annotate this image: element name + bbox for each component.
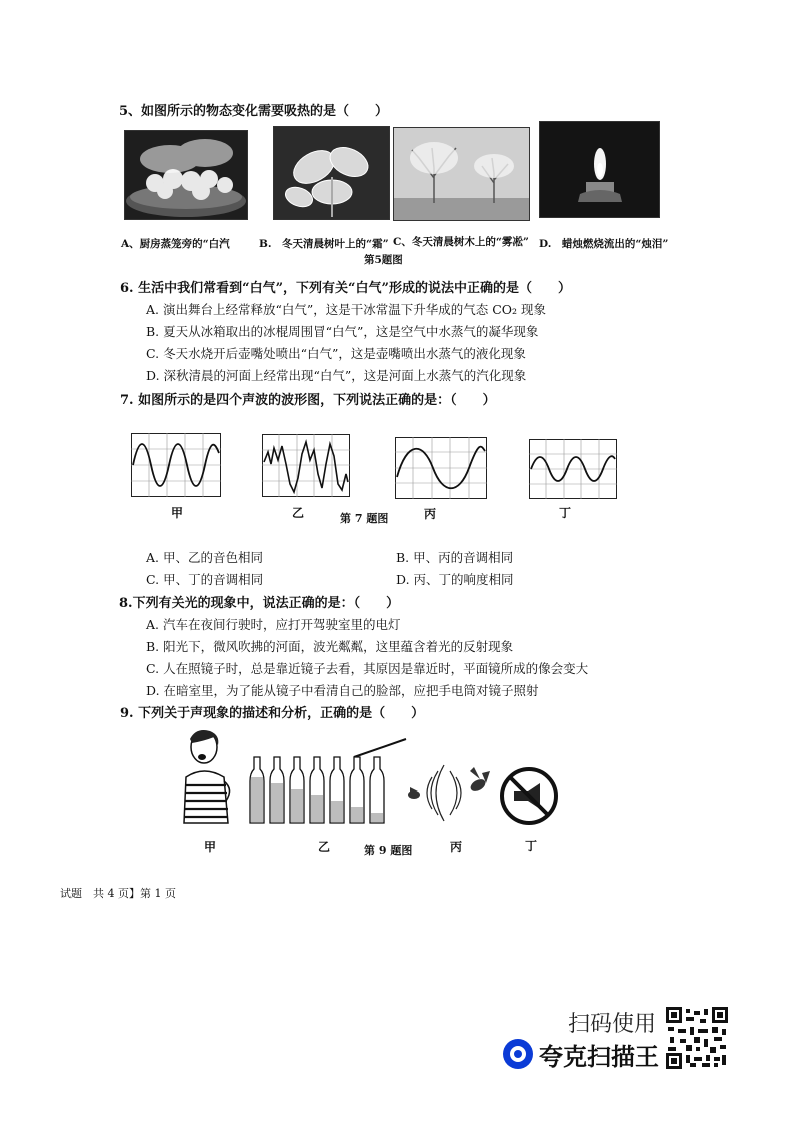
q9-figure-ding-no-horn-sign (498, 765, 560, 827)
scanner-brand: 夸克扫描王 (539, 1043, 659, 1071)
q7-waveform-ding (529, 439, 617, 499)
q6-question: 6. 生活中我们常看到“白气”，下列有关“白气”形成的说法中正确的是（ ） (120, 281, 572, 296)
quark-logo-icon (503, 1039, 533, 1069)
q9-figure-jia-singing-boy (176, 727, 238, 829)
q8-option-c: C. 人在照镜子时，总是靠近镜子去看，其原因是靠近时，平面镜所成的像会变大 (146, 661, 589, 676)
q6-option-a: A. 演出舞台上经常释放“白气”，这是干冰常温下升华成的气态 CO₂ 现象 (146, 302, 547, 317)
q9-label-ding: 丁 (525, 839, 538, 853)
q7-question: 7. 如图所示的是四个声波的波形图，下列说法正确的是：（ ） (120, 393, 496, 408)
scanner-slogan: 扫码使用 (568, 1012, 657, 1037)
q7-option-b: B. 甲、丙的音调相同 (396, 550, 514, 565)
q9-label-bing: 丙 (450, 840, 463, 854)
q7-label-bing: 丙 (424, 507, 437, 521)
q9-figure-caption: 第 9 题图 (364, 844, 413, 857)
q9-label-jia: 甲 (204, 840, 217, 854)
q6-option-b: B. 夏天从冰箱取出的冰棍周围冒“白气”，这是空气中水蒸气的凝华现象 (146, 324, 539, 339)
q5-caption-b: B. 冬天清晨树叶上的“霜” (259, 238, 389, 250)
q5-photo-c-rime-tree (393, 127, 530, 221)
q7-label-ding: 丁 (559, 506, 572, 520)
q8-question: 8.下列有关光的现象中，说法正确的是：（ ） (119, 596, 400, 611)
q5-photo-b-frost-leaf (273, 126, 390, 220)
q9-label-yi: 乙 (318, 840, 331, 854)
q6-option-c: C. 冬天水烧开后壶嘴处喷出“白气”，这是壶嘴喷出水蒸气的液化现象 (146, 346, 526, 361)
q5-caption-a: A、厨房蒸笼旁的“白汽 (121, 238, 230, 250)
q7-option-d: D. 丙、丁的响度相同 (396, 572, 514, 587)
q5-caption-c: C、冬天清晨树木上的“雾凇” (393, 236, 529, 248)
page-footer: 试题 共 4 页】第 1 页 (60, 887, 176, 900)
q8-option-a: A. 汽车在夜间行驶时，应打开驾驶室里的电灯 (146, 617, 401, 632)
q8-option-d: D. 在暗室里，为了能从镜子中看清自己的脸部，应把手电筒对镜子照射 (146, 683, 539, 698)
q7-option-c: C. 甲、丁的音调相同 (146, 572, 264, 587)
q7-waveform-bing (395, 437, 487, 499)
q7-label-jia: 甲 (171, 506, 184, 520)
q9-figure-yi-water-bottles (244, 735, 412, 830)
q7-waveform-jia (131, 433, 221, 497)
q7-waveform-yi (262, 434, 350, 497)
q9-question: 9. 下列关于声现象的描述和分析，正确的是（ ） (120, 706, 425, 721)
q5-question: 5、如图所示的物态变化需要吸热的是（ ） (119, 104, 389, 119)
q7-figure-caption: 第 7 题图 (340, 512, 389, 525)
q5-photo-d-candle (539, 121, 660, 218)
q6-option-d: D. 深秋清晨的河面上经常出现“白气”，这是河面上水蒸气的汽化现象 (146, 368, 527, 383)
q7-label-yi: 乙 (292, 506, 305, 520)
q8-option-b: B. 阳光下，微风吹拂的河面，波光粼粼，这里蕴含着光的反射现象 (146, 639, 514, 654)
q7-option-a: A. 甲、乙的音色相同 (146, 550, 263, 565)
q5-photo-a-steamer (124, 130, 248, 220)
q9-figure-bing-insect-wings (404, 757, 494, 829)
q5-caption-d: D. 蜡烛燃烧流出的“烛泪” (539, 238, 669, 250)
qr-code-icon[interactable] (666, 1007, 728, 1069)
q5-figure-caption: 第5题图 (364, 254, 403, 266)
